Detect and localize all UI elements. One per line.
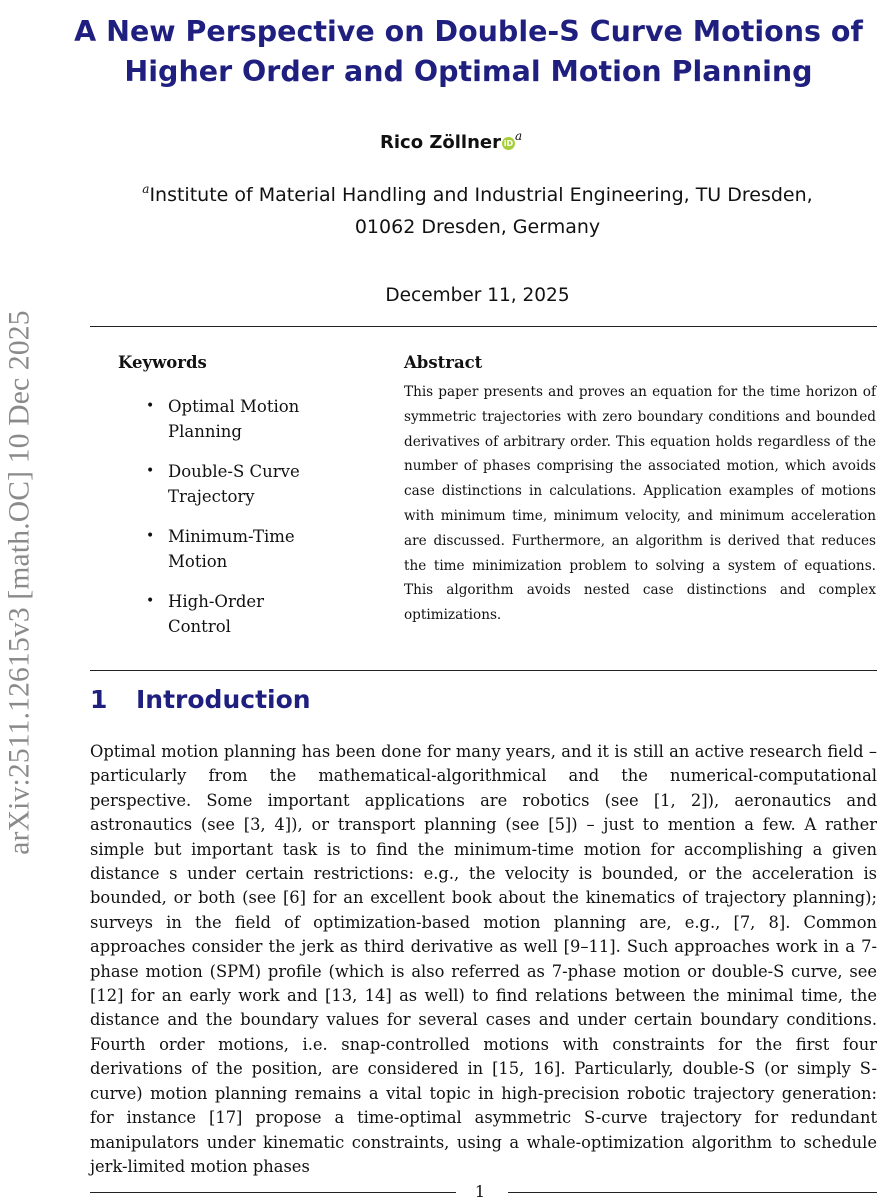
affiliation-mark: a bbox=[142, 182, 150, 196]
arxiv-stamp bbox=[2, 262, 38, 902]
footer-rule-right bbox=[508, 1192, 877, 1193]
abstract-divider bbox=[90, 670, 877, 671]
section-number: 1 bbox=[90, 685, 108, 714]
header-divider bbox=[90, 326, 877, 327]
orcid-icon[interactable]: iD bbox=[503, 139, 514, 148]
abstract-heading: Abstract bbox=[404, 353, 483, 372]
section-heading bbox=[90, 685, 311, 714]
keyword-item: • Optimal Motion Planning bbox=[146, 394, 328, 459]
paper-title: A New Perspective on Double-S Curve Motions of Higher Order and Optimal Motion Planning bbox=[74, 15, 863, 88]
page-number: 1 bbox=[474, 1182, 486, 1201]
footer-rule-left bbox=[90, 1192, 456, 1193]
author-affiliation-mark: a bbox=[515, 129, 523, 143]
section-title: Introduction bbox=[136, 685, 311, 714]
affiliation-line-1: $^a$Institute of Material Handling and Industrial Engineering, TU Dresden, bbox=[142, 182, 813, 206]
author-line bbox=[380, 124, 580, 155]
keyword-item: • Minimum-Time Motion bbox=[146, 524, 328, 589]
arxiv-identifier: arXiv:2511.12615v3 [math.OC] 10 Dec 2025 bbox=[3, 309, 36, 855]
keyword-item: • Double-S Curve Trajectory bbox=[146, 459, 328, 524]
paper-date: December 11, 2025 bbox=[385, 285, 570, 306]
abstract-text: This paper presents and proves an equation for the time horizon of symmetric trajectories with zero boundary conditions and bounded derivatives of arbitrary order. This equation holds regardless of the number of phases comprising the associated motion, which avoids case distinctions in calculations. Application examples of motions with minimum time, minimum velocity, and minimum acceleration are discussed. Furthermore, an algorithm is derived that reduces the time minimization problem to solving a system of equations. This algorithm avoids nested case distinctions and complex optimizations. bbox=[404, 384, 876, 624]
keywords-list bbox=[146, 394, 328, 654]
author-name: Rico Zöllner bbox=[380, 132, 501, 153]
affiliation bbox=[90, 173, 865, 243]
introduction-paragraph: Optimal motion planning has been done for many years, and it is still an active research field – particularly from the mathematical-algorithmical and the numerical-computational perspective. Some important applications are robotics (see [1, 2]), aeronautics and astronautics (see [3, 4]), or transport planning (see [5]) – just to mention a few. A rather simple but important task is to find the minimum-time motion for accomplishing a given distance s under certain restrictions: e.g., the velocity is bounded, or the acceleration is bounded, or both (see [6] for an excellent book about the kinematics of trajectory planning); surveys in the field of optimization-based motion planning are, e.g., [7, 8]. Common approaches consider the jerk as third derivative as well [9–11]. Such approaches work in a 7-phase motion (SPM) profile (which is also referred as 7-phase motion or double-S curve, see [12] for an early work and [13, 14] as well) to find relations between the minimal time, the distance and the boundary values for several cases and under certain boundary conditions. Fourth order motions, i.e. snap-controlled motions with constraints for the first four derivations of the position, are considered in [15, 16]. Particularly, double-S (or simply S-curve) motion planning remains a vital topic in high-precision robotic trajectory generation: for instance [17] propose a time-optimal asymmetric S-curve trajectory for redundant manipulators under kinematic constraints, using a whale-optimization algorithm to schedule jerk-limited motion phases bbox=[90, 742, 877, 1176]
affiliation-line-2: 01062 Dresden, Germany bbox=[354, 216, 601, 238]
keyword-item: • High-Order Control bbox=[146, 589, 328, 654]
keywords-heading: Keywords bbox=[118, 353, 207, 372]
